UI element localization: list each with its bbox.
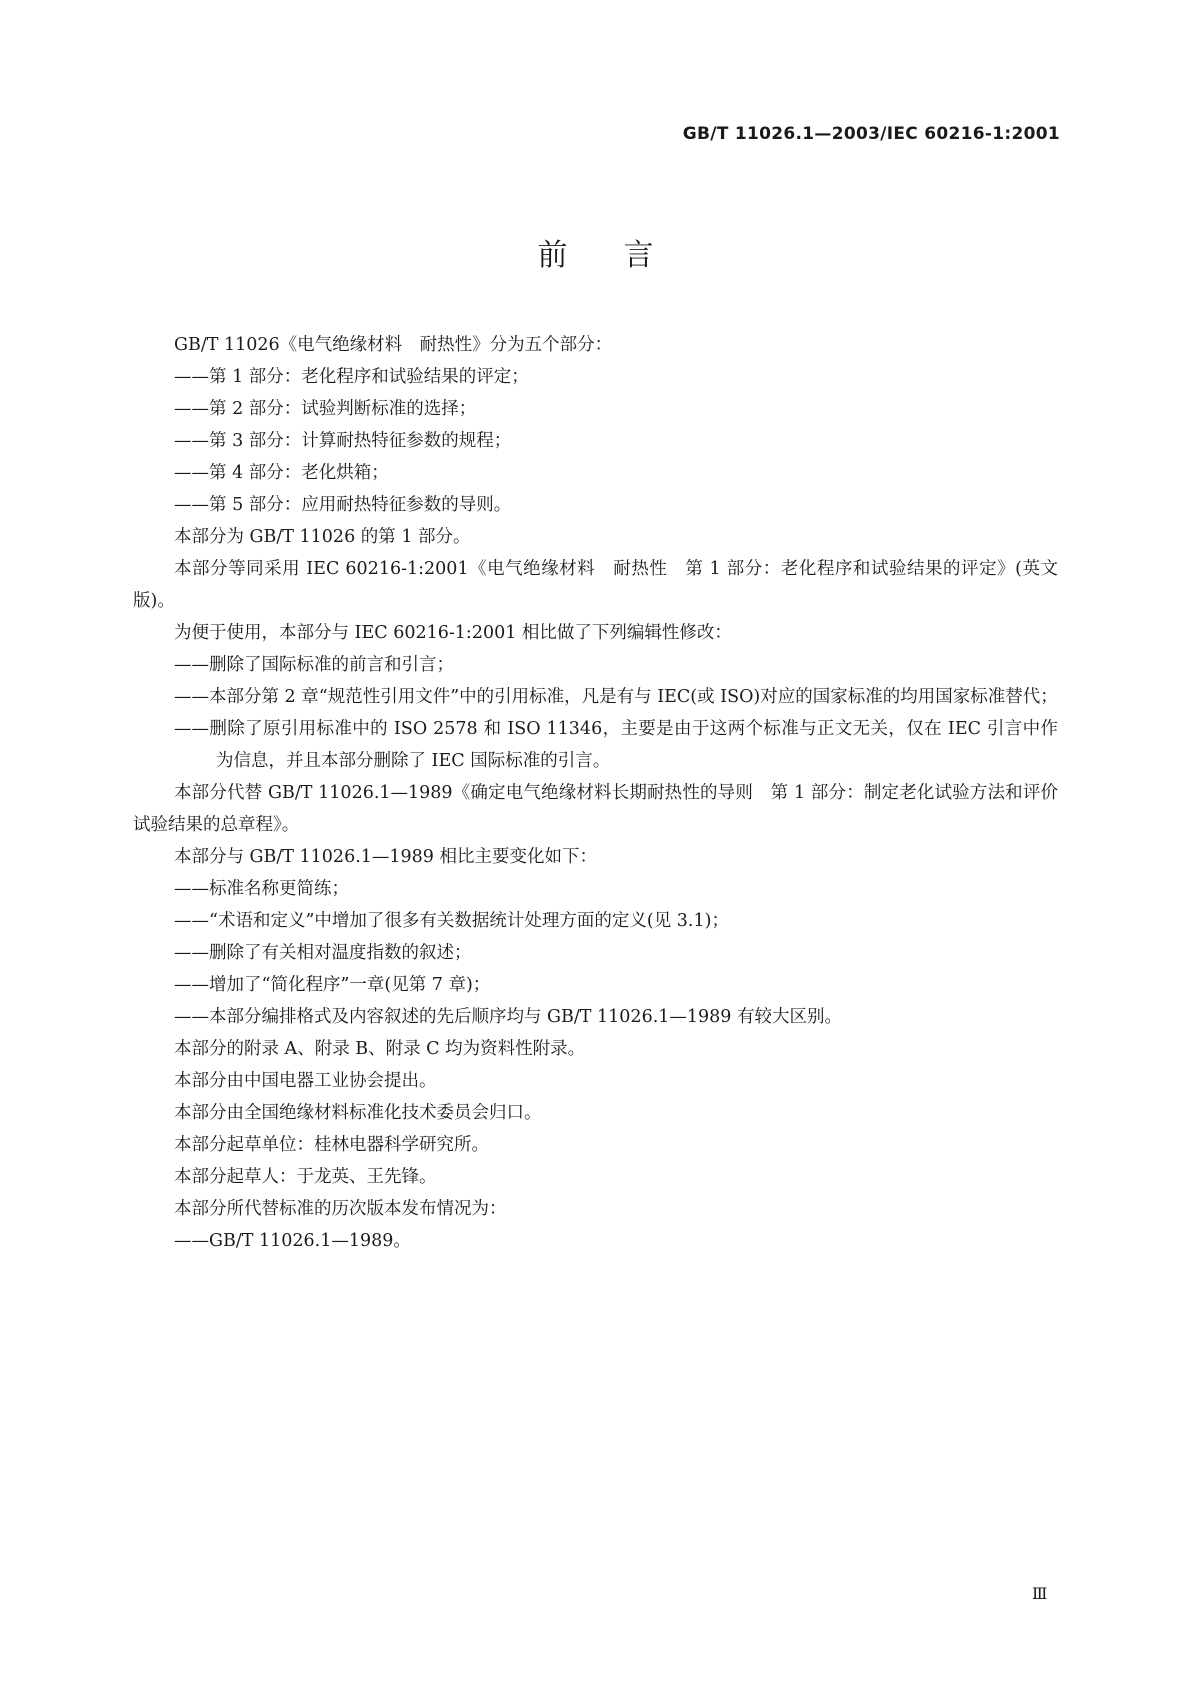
page-title: 前言 [537,238,710,273]
intro-paragraph: GB/T 11026《电气绝缘材料 耐热性》分为五个部分： [174,335,613,355]
foreword-body [133,329,1058,1257]
list-item: ——标准名称更简练； [174,879,349,899]
paragraph: 本部分所代替标准的历次版本发布情况为： [174,1199,507,1219]
paragraph: 本部分为 GB/T 11026 的第 1 部分。 [174,527,471,547]
paragraph: 本部分的附录 A、附录 B、附录 C 均为资料性附录。 [174,1039,586,1059]
paragraph: 本部分代替 GB/T 11026.1—1989《确定电气绝缘材料长期耐热性的导则 第 1 部分：制定老化试验方法和评价试验结果的总章程》。 [133,783,1058,835]
list-item: ——删除了有关相对温度指数的叙述； [174,943,472,963]
list-item: ——本部分第 2 章“规范性引用文件”中的引用标准，凡是有与 IEC(或 ISO)对应的国家标准的均用国家标准替代； [174,687,1058,707]
list-item: ——第 4 部分：老化烘箱； [174,463,389,483]
list-item: ——第 2 部分：试验判断标准的选择； [174,399,477,419]
standard-code: GB/T 11026.1—2003/IEC 60216-1:2001 [682,124,1060,144]
paragraph: 本部分由全国绝缘材料标准化技术委员会归口。 [174,1103,542,1123]
list-item: ——第 5 部分：应用耐热特征参数的导则。 [174,495,512,515]
list-item: ——本部分编排格式及内容叙述的先后顺序均与 GB/T 11026.1—1989 有较大区别。 [174,1007,842,1027]
paragraph: 本部分起草人：于龙英、王先锋。 [174,1167,437,1187]
list-item: ——“术语和定义”中增加了很多有关数据统计处理方面的定义(见 3.1)； [174,911,729,931]
paragraph: 本部分起草单位：桂林电器科学研究所。 [174,1135,489,1155]
list-item: ——第 3 部分：计算耐热特征参数的规程； [174,431,512,451]
list-item: ——删除了原引用标准中的 ISO 2578 和 ISO 11346，主要是由于这两个标准与正文无关，仅在 IEC 引言中作为信息，并且本部分删除了 IEC 国际标准的引言。 [174,719,1058,771]
paragraph: 本部分等同采用 IEC 60216-1:2001《电气绝缘材料 耐热性 第 1 部分：老化程序和试验结果的评定》(英文版)。 [133,559,1058,611]
list-item: ——GB/T 11026.1—1989。 [174,1231,411,1251]
list-item: ——删除了国际标准的前言和引言； [174,655,454,675]
list-item: ——第 1 部分：老化程序和试验结果的评定； [174,367,529,387]
paragraph: 本部分由中国电器工业协会提出。 [174,1071,437,1091]
paragraph: 本部分与 GB/T 11026.1—1989 相比主要变化如下： [174,847,597,867]
paragraph: 为便于使用，本部分与 IEC 60216-1:2001 相比做了下列编辑性修改： [174,623,732,643]
list-item: ——增加了“简化程序”一章(见第 7 章)； [174,975,491,995]
page-number: Ⅲ [1032,1584,1048,1603]
